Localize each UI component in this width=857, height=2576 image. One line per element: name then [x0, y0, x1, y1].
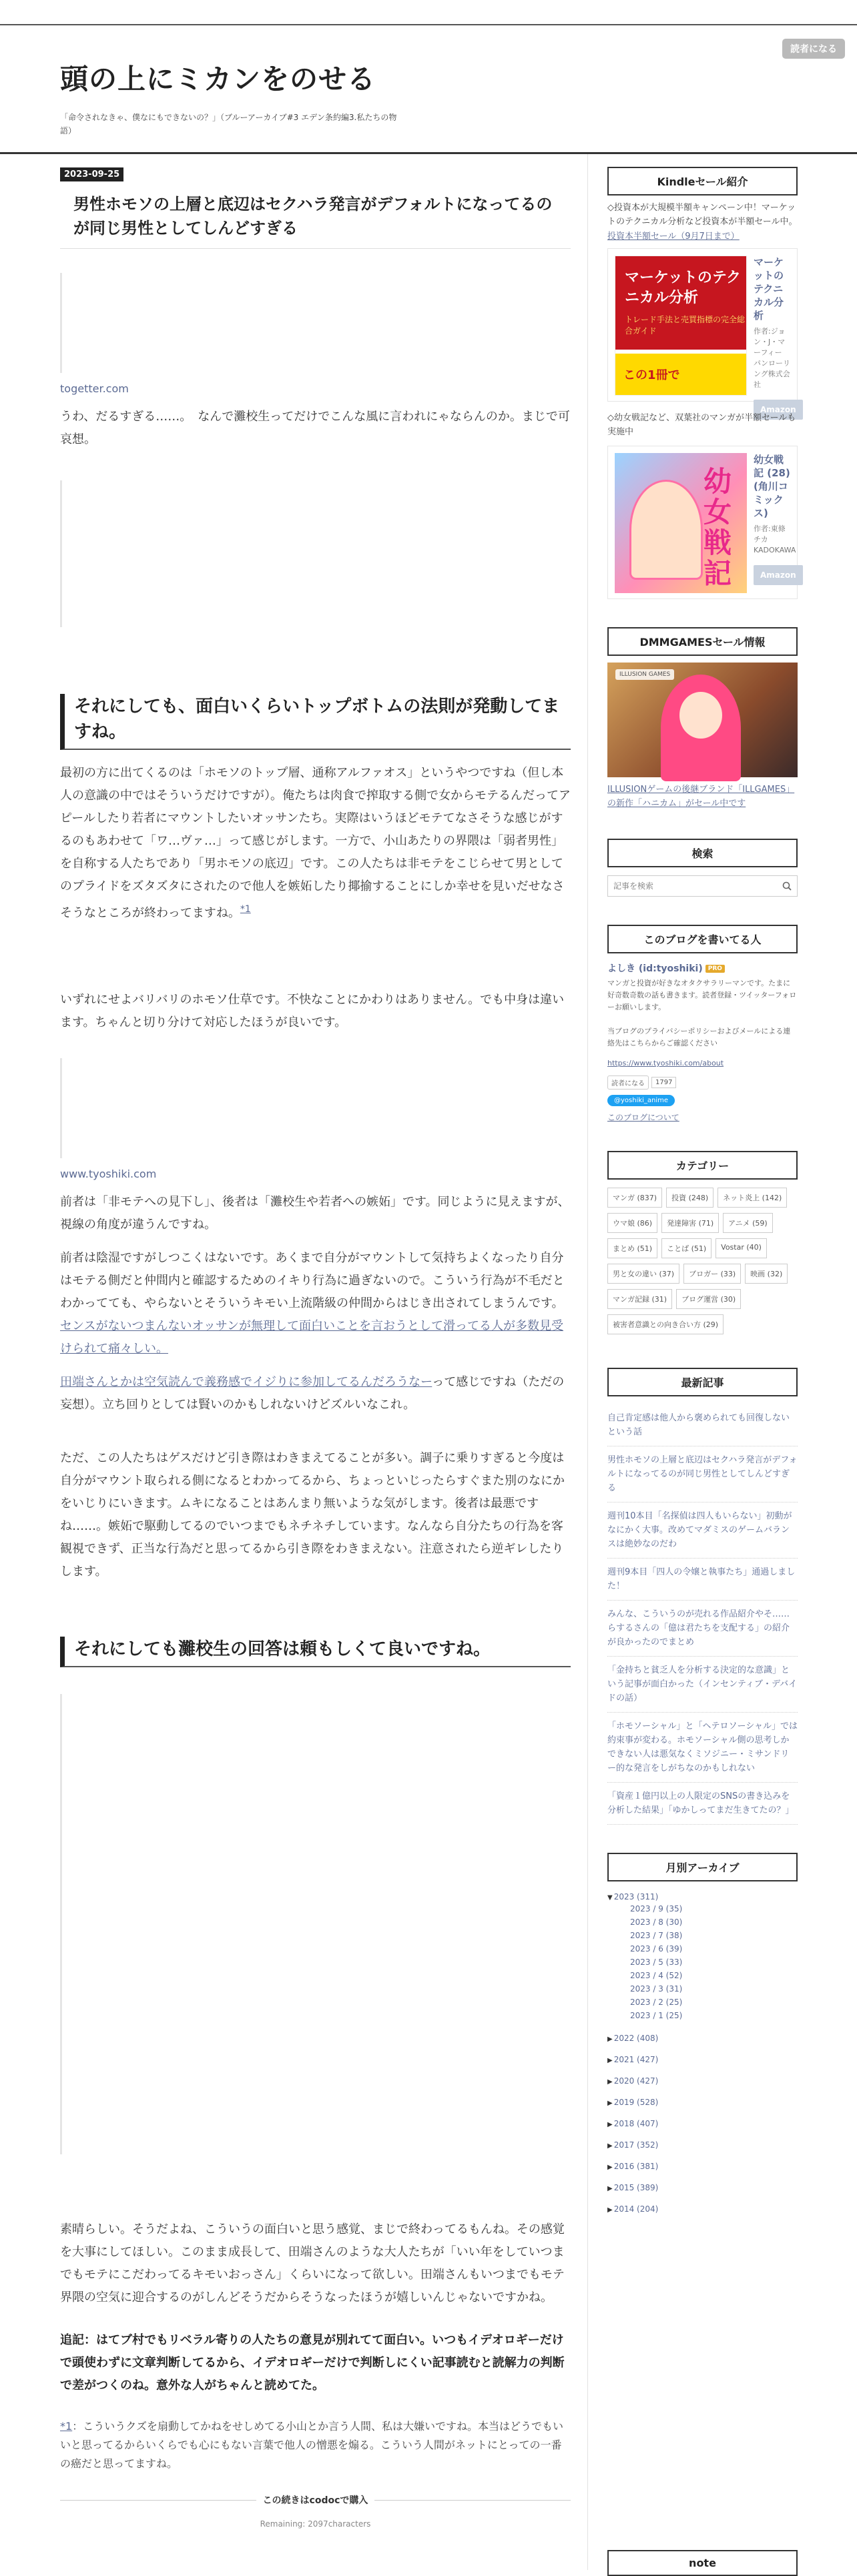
- archive-month[interactable]: 2023 / 7 (38): [630, 1931, 683, 1940]
- author-name-text[interactable]: よしき (id:tyoshiki): [607, 963, 703, 974]
- togetter-link[interactable]: togetter.com: [60, 382, 129, 395]
- dmm-banner-image[interactable]: [607, 663, 798, 777]
- book-info-1: [747, 256, 796, 414]
- search-widget-title: 検索: [607, 839, 798, 867]
- book-cover-1-bottom: この1冊で: [623, 368, 680, 382]
- about-widget-title: このブログを書いてる人: [607, 925, 798, 953]
- title-separator: [60, 248, 571, 249]
- book-cover-1-title: マーケットのテクニカル分析: [625, 270, 742, 306]
- paragraph-5: [60, 1247, 571, 1360]
- paragraph-5-text: 前者は陰湿ですがしつこくはないです。あくまで自分がマウントして気持ちよくなったり自分はモテる側だと仲間内と確認するためのイキり行為に過ぎないので。こういう行為が不毛だとわかってても、やらないとそういうキモい上流階級の仲間からはじき出されてしまうんです。: [60, 1251, 565, 1310]
- archive-month[interactable]: 2023 / 5 (33): [630, 1958, 683, 1967]
- footnote-ref[interactable]: *1: [240, 904, 251, 915]
- paragraph-1: うわ、だるすぎる……。 なんで灘校生ってだけでこんな風に言われにゃならんのか。まじで可哀想。: [60, 410, 570, 446]
- header-reader-button[interactable]: 読者になる: [782, 39, 845, 59]
- category-item[interactable]: 被害者意識との向き合い方 (29): [607, 1314, 724, 1334]
- archive-month[interactable]: 2023 / 1 (25): [630, 2011, 683, 2020]
- archive-month[interactable]: 2023 / 2 (25): [630, 1998, 683, 2007]
- category-item[interactable]: ことば (51): [661, 1238, 711, 1258]
- blog-title[interactable]: 頭の上にミカンをのせる: [60, 63, 376, 95]
- archive-year-label[interactable]: 2015 (389): [613, 2183, 659, 2192]
- search-icon[interactable]: [782, 881, 792, 891]
- recent-item[interactable]: みんな、こういうのが売れる作品紹介やそ……らするさんの「億は君たちを支配する」の紹介が良かったのでまとめ: [607, 1601, 798, 1657]
- category-item[interactable]: ブログ運営 (30): [676, 1289, 741, 1309]
- book-info-2: [747, 453, 796, 592]
- codoc-label: この続きはcodocで購入: [256, 2495, 375, 2506]
- recent-item[interactable]: 「金持ちと貧乏人を分析する決定的な意識」という記事が面白かった（インセンティブ・デバイドの話）: [607, 1657, 798, 1713]
- archive-year[interactable]: [607, 2034, 798, 2043]
- sidebar-reader-button[interactable]: 読者になる: [607, 1076, 649, 1090]
- triangle-right-icon[interactable]: ▶: [607, 2057, 613, 2064]
- tweet-embed-2: [60, 1694, 571, 2154]
- footnote-text: ：こういうクズを扇動してかねをせしめてる小山とか言う人間、私は大嫌いですね。本当はどうでもいいと思ってるからいくらでも心にもない言葉で他人の憎悪を煽る。こういう人間がネットにとっての一番の癌だと思ってますね。: [60, 2420, 564, 2470]
- kindle-book-1[interactable]: [607, 248, 798, 414]
- category-item[interactable]: 映画 (32): [745, 1264, 788, 1284]
- triangle-right-icon[interactable]: ▶: [607, 2100, 613, 2107]
- triangle-right-icon[interactable]: ▶: [607, 2121, 613, 2128]
- archive-month[interactable]: 2023 / 3 (31): [630, 1984, 683, 1994]
- sidebar-divider: [587, 154, 588, 2570]
- category-item[interactable]: ブロガー (33): [683, 1264, 741, 1284]
- dmm-text: [607, 783, 798, 811]
- dmm-banner-logo: ILLUSION GAMES: [615, 669, 674, 680]
- archive-year-label[interactable]: 2014 (204): [613, 2204, 659, 2214]
- subscribe-row: [607, 1076, 798, 1090]
- tyoshiki-link[interactable]: www.tyoshiki.com: [60, 1168, 157, 1180]
- archive-year[interactable]: [607, 2055, 798, 2064]
- codoc-block: [60, 2495, 571, 2529]
- blog-header: [60, 57, 794, 137]
- paragraph-6: [60, 1371, 571, 1416]
- dmm-widget: [607, 627, 798, 811]
- archive-year[interactable]: [607, 2183, 798, 2192]
- category-item[interactable]: マンガ (837): [607, 1188, 662, 1208]
- triangle-right-icon[interactable]: ▶: [607, 2078, 613, 2086]
- archive-year-label[interactable]: 2017 (352): [613, 2140, 659, 2150]
- recent-item[interactable]: 男性ホモソの上層と底辺はセクハラ発言がデフォルトになってるのが同じ男性としてしんどすぎる: [607, 1446, 798, 1502]
- archive-year[interactable]: [607, 2076, 798, 2086]
- togetter-embed: [60, 273, 571, 373]
- triangle-right-icon[interactable]: ▶: [607, 2036, 613, 2043]
- archive-year-current[interactable]: [607, 1892, 798, 1901]
- archive-year-label[interactable]: 2019 (528): [613, 2098, 659, 2107]
- search-widget: [607, 839, 798, 897]
- archive-year-label[interactable]: 2016 (381): [613, 2162, 659, 2171]
- paragraph-2-text: 最初の方に出てくるのは「ホモソのトップ層、通称アルファオス」というやつですね（但し本人の意識の中ではそういうだけですが）。俺たちは肉食で搾取する側で女からモテるんだってアピールしたり若者にマウントしたいオッサンたち。実際はいうほどモテてなさそうな感じがするのもあわせて「ワ…ヴァ…」って感じがします。一方で、小山あたりの界隈は「弱者男性」を自称する人たちであり「男ホモソの底辺」です。この人たちは非モテをこじらせて男としてのプライドをズタズタにされたので他人を嫉妬したり揶揄することにしか幸せを見いだせなさそうなところが終わってますね。: [60, 766, 571, 920]
- sidebar: [607, 167, 798, 2242]
- amazon-button-2[interactable]: Amazon: [754, 565, 803, 585]
- book-author-2: 作者:東條チカ KADOKAWA: [754, 524, 796, 554]
- heading-nada: それにしても灘校生の回答は頼もしくて良いですね。: [60, 1637, 571, 1667]
- privacy-text: 当ブログのプライバシーポリシーおよびメールによる連絡先はこちらからご確認ください: [607, 1027, 791, 1047]
- archive-month[interactable]: 2023 / 8 (30): [630, 1917, 683, 1927]
- archive-year-label[interactable]: 2020 (427): [613, 2076, 659, 2086]
- about-widget: [607, 925, 798, 1123]
- recent-item[interactable]: 自己肯定感は他人から褒められても回復しないという話: [607, 1404, 798, 1446]
- paragraph-4: 前者は「非モテへの見下し」、後者は「灘校生や若者への嫉妬」です。同じように見えますが、視線の角度が違うんですね。: [60, 1195, 570, 1232]
- dmm-widget-title: DMMGAMESセール情報: [607, 627, 798, 656]
- recent-widget: [607, 1368, 798, 1825]
- main-content: [60, 167, 571, 2529]
- paragraph-7: ただ、この人たちはゲスだけど引き際はわきまえてることが多い。調子に乗りすぎると今度は自分がマウント取られる側になるとわかってるから、ちょっといじったらすぐまた別のなにかをいじりにいきます。ムキになることはあんまり無いような気がします。後者は最悪ですね……。嫉妬で駆動してるのでいつまでもネチネチしています。なんなら自分たちの行為を客観視できず、正当な行為だと思ってるから引き際をわきまえない。注意されたら逆ギレしたりします。: [60, 1451, 565, 1579]
- category-widget-title: カテゴリー: [607, 1151, 798, 1180]
- recent-item[interactable]: 「ホモソーシャル」と「ヘテロソーシャル」では約束事が変わる。ホモソーシャル側の思考しかできない人は悪気なくミソジニー・ミサンドリー的な発言をしがちなのかもしれない: [607, 1713, 798, 1783]
- kindle-widget-title: Kindleセール紹介: [607, 167, 798, 195]
- kindle-book-2[interactable]: [607, 446, 798, 599]
- book-cover-1-subtitle: トレード手法と売買指標の完全総合ガイド: [625, 315, 746, 336]
- note-widget-title: note: [607, 2550, 798, 2576]
- tweet-embed-1: [60, 480, 571, 627]
- category-item[interactable]: Vostar (40): [716, 1238, 767, 1258]
- paragraph-8: 素晴らしい。そうだよね、こういうの面白いと思う感覚、まじで終わってるもんね。その感覚を大事にしてほしい。このまま成長して、田端さんのような大人たちが「いい年をしていつまでもモテにこだわってるキモいおっさん」くらいになって欲しい。田端さんもいつまでもモテ界隈の空気に迎合するのがしんどそうだからそうなったほうが嬉しいんじゃないですかね。: [60, 2222, 565, 2304]
- category-item[interactable]: ウマ娘 (86): [607, 1213, 657, 1233]
- category-item[interactable]: 男と女の違い (37): [607, 1264, 679, 1284]
- paragraph-5-underline: センスがないつまんないオッサンが無理して面白いことを言おうとして滑ってる人が多数見受けられて痛々しい。: [60, 1319, 564, 1356]
- book-cover-2-title: 幼女戦記: [703, 465, 732, 590]
- book-title-1[interactable]: マーケットのテクニカル分析: [754, 256, 784, 322]
- postscript: 追記：はてブ村でもリベラル寄りの人たちの意見が別れてて面白い。いつもイデオロギーだけで頭使わずに文章判断してるから、イデオロギーだけで判断しにくい記事読むと読解力の判断で差がつくのね。意外な人がちゃんと読めてた。: [60, 2333, 565, 2393]
- triangle-right-icon[interactable]: ▶: [607, 2206, 613, 2214]
- kindle-text-2: ◇幼女戦記など、双葉社のマンガが半額セールも実施中: [607, 413, 796, 437]
- about-url-link[interactable]: https://www.tyoshiki.com/about: [607, 1059, 724, 1067]
- archive-year[interactable]: [607, 2162, 798, 2171]
- archive-year[interactable]: [607, 2119, 798, 2128]
- archive-widget-title: 月別アーカイブ: [607, 1853, 798, 1881]
- archive-widget: [607, 1853, 798, 2214]
- category-item[interactable]: マンガ記録 (31): [607, 1289, 672, 1309]
- recent-list: [607, 1404, 798, 1825]
- archive-list: [607, 1892, 798, 2214]
- archive-year[interactable]: [607, 2204, 798, 2214]
- archive-month[interactable]: 2023 / 4 (52): [630, 1971, 683, 1980]
- book-cover-2[interactable]: [615, 453, 747, 593]
- triangle-right-icon[interactable]: ▶: [607, 2164, 613, 2171]
- blog-description: 「命令されなきゃ、僕なにもできないの？」（ブルーアーカイブ#3 エデン条約編3.私たちの物語）: [60, 113, 397, 135]
- footnote-mark[interactable]: *1: [60, 2420, 73, 2433]
- category-item[interactable]: 投資 (248): [666, 1188, 713, 1208]
- amazon-button-1[interactable]: Amazon: [754, 400, 803, 420]
- category-item[interactable]: アニメ (59): [723, 1213, 773, 1233]
- category-item[interactable]: まとめ (51): [607, 1238, 657, 1258]
- footnote: [60, 2417, 571, 2473]
- paragraph-2: [60, 762, 571, 925]
- header-rule: [0, 152, 857, 154]
- codoc-meta: Remaining: 2097characters: [260, 2519, 371, 2529]
- author-description: マンガと投資が好きなオタクサラリーマンです。たまに好奇数奇数の話も書きます。読者登録・ツイッターフォローお願いします。: [607, 979, 797, 1011]
- category-widget: [607, 1151, 798, 1340]
- book-cover-1[interactable]: [615, 256, 747, 396]
- recent-item[interactable]: 週刊10本目「名探偵は四人もいらない」初動がなにかく大事。改めてマダミスのゲームバランスは絶妙なのだわ: [607, 1502, 798, 1559]
- archive-year-label[interactable]: 2018 (407): [613, 2119, 659, 2128]
- archive-year-label[interactable]: 2021 (427): [613, 2055, 659, 2064]
- recent-widget-title: 最新記事: [607, 1368, 798, 1396]
- triangle-right-icon[interactable]: ▶: [607, 2142, 613, 2150]
- kindle-text-1: ◇投資本が大規模半額キャンペーン中！マーケットのテクニカル分析など投資本が半額セール中。: [607, 203, 798, 227]
- archive-year[interactable]: [607, 2098, 798, 2107]
- archive-year[interactable]: [607, 2140, 798, 2150]
- recent-item[interactable]: 「資産１億円以上の人限定のSNSの書き込みを分析した結果」「ゆかしってまだ生きてたの？」: [607, 1783, 798, 1825]
- kindle-sale-link[interactable]: 投資本半額セール（9月7日まで）: [607, 232, 740, 242]
- dmm-link[interactable]: ILLUSIONゲームの後継ブランド「ILLGAMES」の新作「ハニカム」がセール中です: [607, 785, 795, 809]
- heading-top-bottom: それにしても、面白いくらいトップボトムの法則が発動してますね。: [60, 694, 571, 750]
- archive-year-label[interactable]: 2022 (408): [613, 2034, 659, 2043]
- kindle-widget: [607, 167, 798, 599]
- reader-count: 1797: [651, 1077, 676, 1088]
- book-author-1: 作者:ジョン・J・マーフィー パンローリング株式会社: [754, 327, 790, 389]
- pro-badge: PRO: [705, 965, 725, 973]
- author-name[interactable]: [607, 961, 798, 975]
- post-title[interactable]: 男性ホモソの上層と底辺はセクハラ発言がデフォルトになってるのが同じ男性としてしんどすぎる: [73, 195, 553, 238]
- paragraph-3: いずれにせよバリバリのホモソ仕草です。不快なことにかわりはありません。でも中身は違います。ちゃんと切り分けて対応したほうが良いです。: [60, 993, 565, 1029]
- search-input[interactable]: [608, 876, 775, 896]
- about-blog-link[interactable]: このブログについて: [607, 1113, 679, 1122]
- twitter-follow-button[interactable]: @yoshiki_anime: [607, 1095, 675, 1106]
- tyoshiki-embed: [60, 1058, 571, 1158]
- recent-item[interactable]: 週刊9本目「四人の令嬢と執事たち」通過しました！: [607, 1559, 798, 1601]
- top-rule: [0, 24, 857, 25]
- post-date[interactable]: 2023-09-25: [60, 167, 123, 181]
- triangle-right-icon[interactable]: ▶: [607, 2185, 613, 2192]
- note-widget: [607, 2550, 798, 2576]
- triangle-down-icon[interactable]: ▼: [607, 1894, 613, 1901]
- archive-month[interactable]: 2023 / 9 (35): [630, 1904, 683, 1913]
- paragraph-6-text: って感じですね（ただの妄想）。立ち回りとしては賢いのかもしれないけどズルいなこれ。: [60, 1375, 565, 1412]
- category-item[interactable]: 発達障害 (71): [661, 1213, 719, 1233]
- archive-year-label[interactable]: 2023 (311): [613, 1892, 659, 1901]
- category-item[interactable]: ネット炎上 (142): [718, 1188, 787, 1208]
- book-title-2[interactable]: 幼女戦記 (28) (角川コミックス): [754, 454, 790, 519]
- archive-month[interactable]: 2023 / 6 (39): [630, 1944, 683, 1954]
- paragraph-6-underline: 田端さんとかは空気読んで義務感でイジりに参加してるんだろうなー: [60, 1375, 433, 1389]
- search-box: [607, 875, 798, 897]
- category-list: [607, 1188, 798, 1340]
